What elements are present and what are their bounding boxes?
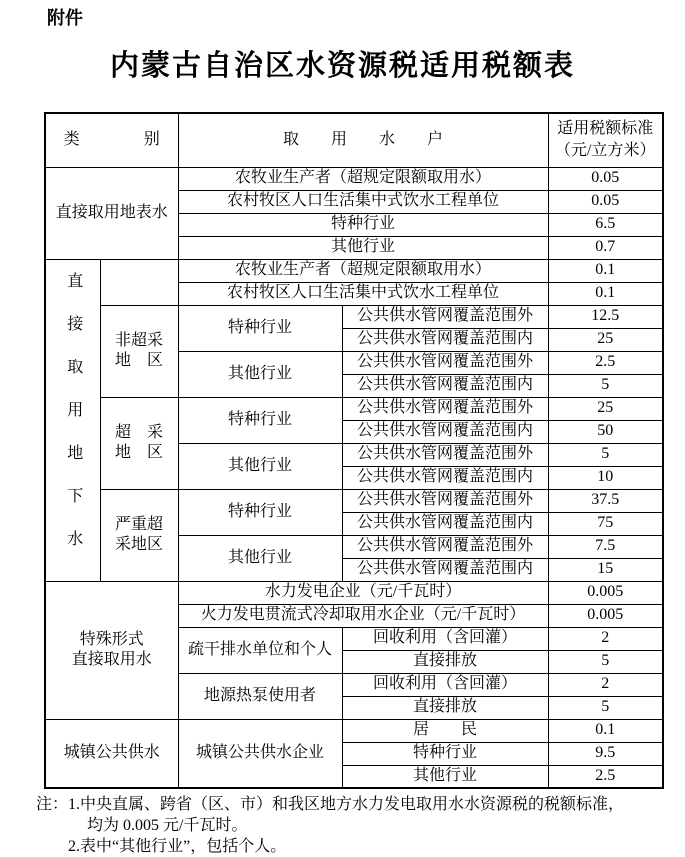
scope-cell: 公共供水管网覆盖范围内 (342, 512, 548, 535)
mode-cell: 回收利用（含回灌） (342, 627, 548, 650)
water-user-cell: 特种行业 (342, 742, 548, 765)
rate-cell: 50 (548, 420, 663, 443)
header-rate-line2: （元/立方米） (555, 142, 656, 160)
rate-cell: 5 (548, 443, 663, 466)
header-water-user-cell: 取 用 水 户 (178, 113, 548, 167)
water-user-cell: 特种行业 (178, 213, 548, 236)
footnote-line1: 注：1.中央直属、跨省（区、市）和我区地方水力发电取用水水资源税的税额标准， (36, 796, 625, 813)
table-row (45, 581, 663, 604)
rate-cell: 12.5 (548, 305, 663, 328)
rate-cell: 2 (548, 673, 663, 696)
special-label-line2: 直接取用水 (71, 651, 152, 668)
urban-enterprise-cell: 城镇公共供水企业 (178, 719, 342, 788)
water-user-cell: 火力发电贯流式冷却取用水企业（元/千瓦时） (178, 604, 548, 627)
zone-line1: 严重超 (114, 516, 163, 533)
rate-cell: 25 (548, 328, 663, 351)
zone-cell (100, 489, 178, 581)
rate-cell: 0.1 (548, 282, 663, 305)
rate-cell: 15 (548, 558, 663, 581)
rate-cell: 2.5 (548, 351, 663, 374)
water-user-cell: 农牧业生产者（超规定限额取用水） (178, 167, 548, 190)
rate-cell: 5 (548, 696, 663, 719)
rate-cell: 37.5 (548, 489, 663, 512)
zone-line1: 非超采 (114, 332, 163, 349)
header-rate-line1: 适用税额标准 (557, 120, 654, 138)
table-row (45, 305, 663, 328)
zone-line1: 超 采 (114, 424, 163, 441)
rate-cell: 2.5 (548, 765, 663, 788)
industry-cell: 特种行业 (178, 397, 342, 443)
table-row (45, 397, 663, 420)
scope-cell: 公共供水管网覆盖范围内 (342, 374, 548, 397)
mode-cell: 直接排放 (342, 696, 548, 719)
rate-cell: 0.1 (548, 719, 663, 742)
rate-cell: 10 (548, 466, 663, 489)
scope-cell: 公共供水管网覆盖范围外 (342, 489, 548, 512)
rate-cell: 7.5 (548, 535, 663, 558)
scope-cell: 公共供水管网覆盖范围内 (342, 558, 548, 581)
footnote-line3: 2.表中“其他行业”，包括个人。 (68, 838, 287, 855)
scope-cell: 公共供水管网覆盖范围内 (342, 328, 548, 351)
groundwater-label-cell (45, 259, 100, 581)
scope-cell: 公共供水管网覆盖范围外 (342, 443, 548, 466)
surface-water-label-cell: 直接取用地表水 (45, 167, 178, 259)
rate-cell: 0.05 (548, 167, 663, 190)
water-user-cell: 农村牧区人口生活集中式饮水工程单位 (178, 282, 548, 305)
water-user-cell: 农村牧区人口生活集中式饮水工程单位 (178, 190, 548, 213)
table-row (45, 167, 663, 190)
scope-cell: 公共供水管网覆盖范围外 (342, 397, 548, 420)
industry-cell: 特种行业 (178, 305, 342, 351)
rate-cell: 2 (548, 627, 663, 650)
industry-cell: 其他行业 (178, 535, 342, 581)
scope-cell: 公共供水管网覆盖范围外 (342, 351, 548, 374)
groundwater-empty-zone-cell (100, 259, 178, 305)
rate-cell: 0.1 (548, 259, 663, 282)
zone-line2: 采地区 (114, 536, 163, 553)
rate-cell: 0.005 (548, 581, 663, 604)
zone-line2: 地 区 (114, 352, 163, 369)
rate-cell: 0.7 (548, 236, 663, 259)
header-rate-standard-cell (548, 113, 663, 167)
water-tax-rate-table (44, 112, 664, 789)
rate-cell: 9.5 (548, 742, 663, 765)
rate-cell: 6.5 (548, 213, 663, 236)
zone-line2: 地 区 (114, 444, 163, 461)
zone-cell (100, 397, 178, 489)
scope-cell: 公共供水管网覆盖范围外 (342, 535, 548, 558)
water-user-cell: 其他行业 (342, 765, 548, 788)
scope-cell: 公共供水管网覆盖范围内 (342, 466, 548, 489)
table-header-row (45, 113, 663, 167)
special-forms-label-cell (45, 581, 178, 719)
groundwater-label-text: 直接取用地下水 (64, 271, 82, 573)
rate-cell: 75 (548, 512, 663, 535)
header-category-cell: 类 别 (45, 113, 178, 167)
industry-cell: 其他行业 (178, 443, 342, 489)
water-user-cell: 其他行业 (178, 236, 548, 259)
table-row (45, 259, 663, 282)
special-label-line1: 特殊形式 (79, 631, 144, 648)
rate-cell: 0.005 (548, 604, 663, 627)
rate-cell: 25 (548, 397, 663, 420)
water-user-cell: 水力发电企业（元/千瓦时） (178, 581, 548, 604)
scope-cell: 公共供水管网覆盖范围内 (342, 420, 548, 443)
rate-cell: 5 (548, 650, 663, 673)
zone-cell (100, 305, 178, 397)
group-cell: 地源热泵使用者 (178, 673, 342, 719)
table-row (45, 719, 663, 742)
mode-cell: 回收利用（含回灌） (342, 673, 548, 696)
water-user-cell: 农牧业生产者（超规定限额取用水） (178, 259, 548, 282)
rate-cell: 5 (548, 374, 663, 397)
rate-cell: 0.05 (548, 190, 663, 213)
attachment-label: 附件 (47, 8, 83, 28)
group-cell: 疏干排水单位和个人 (178, 627, 342, 673)
industry-cell: 特种行业 (178, 489, 342, 535)
urban-supply-label-cell: 城镇公共供水 (45, 719, 178, 788)
water-user-cell: 居 民 (342, 719, 548, 742)
industry-cell: 其他行业 (178, 351, 342, 397)
page-title: 内蒙古自治区水资源税适用税额表 (109, 50, 575, 82)
table-row (45, 489, 663, 512)
mode-cell: 直接排放 (342, 650, 548, 673)
scope-cell: 公共供水管网覆盖范围外 (342, 305, 548, 328)
footnote-line2: 均为 0.005 元/千瓦时。 (87, 817, 248, 834)
